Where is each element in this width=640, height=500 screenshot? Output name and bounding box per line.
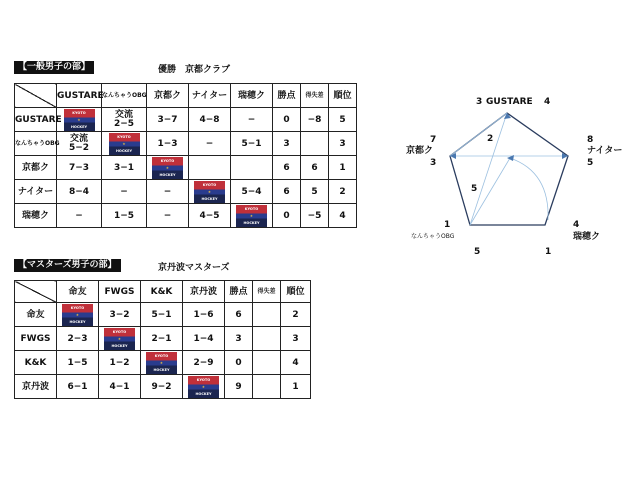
rank-cell: 3 [329,132,357,156]
diff-cell: 5 [301,180,329,204]
men-section-title: 【一般男子の部】 [14,61,94,74]
self-cell-logo [189,180,231,204]
points-cell: 0 [273,108,301,132]
diff-cell: −5 [301,204,329,228]
score-cell [189,156,231,180]
nighter-bottom-number: 5 [587,158,594,168]
kyoto-hockey-logo: KYOTO ★ HOCKEY [188,376,219,398]
team-name: なんちゃうOBG [15,132,57,156]
table-row [15,108,357,132]
kyoto-hockey-logo: KYOTO ★ HOCKEY [146,352,177,374]
team-name: 命友 [15,303,57,327]
masters-col-points: 勝点 [225,281,253,303]
table-row [15,351,311,375]
diff-cell [253,327,281,351]
self-cell-logo [231,204,273,228]
masters-corner-cell [15,281,57,303]
score-cell: − [57,204,102,228]
kyoto-hockey-logo: KYOTO ★ HOCKEY [64,109,95,131]
table-row [15,180,357,204]
team-label-gustare: GUSTARE [486,97,533,107]
self-cell-logo [141,351,183,375]
men-winner-label: 優勝 京都クラブ [158,65,231,75]
score-cell: 1−5 [57,351,99,375]
score-cell: 2−1 [141,327,183,351]
points-cell: 6 [273,180,301,204]
diff-cell: 6 [301,156,329,180]
score-cell: 1−5 [102,204,147,228]
points-cell: 0 [225,351,253,375]
masters-col-rank: 順位 [281,281,311,303]
team-name: GUSTARE [15,108,57,132]
team-label-mizuho: 瑞穂ク [573,232,601,242]
score-cell: 3−1 [102,156,147,180]
team-name: 瑞穂ク [15,204,57,228]
score-cell: 4−1 [99,375,141,399]
rank-cell: 3 [281,327,311,351]
diff-cell: −8 [301,108,329,132]
points-cell: 6 [273,156,301,180]
team-label-kyoto: 京都ク [406,146,434,156]
points-cell: 3 [273,132,301,156]
self-cell-logo [57,108,102,132]
score-cell: 9−2 [141,375,183,399]
team-label-obg: なんちゃうOBG [411,233,455,240]
score-cell: − [189,132,231,156]
obg-bottom-number: 5 [474,247,481,257]
inner-number-5: 5 [471,184,478,194]
kyoto-hockey-logo: KYOTO ★ HOCKEY [104,328,135,350]
masters-section-title: 【マスターズ男子の部】 [14,259,121,272]
rank-cell: 5 [329,108,357,132]
men-corner-cell [15,84,57,108]
masters-col-meiyu: 命友 [57,281,99,303]
score-cell [231,156,273,180]
obg-top-number: 1 [444,220,451,230]
score-cell: 5−1 [231,132,273,156]
points-cell: 6 [225,303,253,327]
score-cell: 8−4 [57,180,102,204]
nighter-top-number: 8 [587,135,594,145]
kyoto-top-number: 7 [430,135,437,145]
match-line-gustare-obg [470,113,507,225]
table-row [15,327,311,351]
points-cell: 9 [225,375,253,399]
team-name: 京都ク [15,156,57,180]
masters-col-kyotamba: 京丹波 [183,281,225,303]
men-col-diff: 得失差 [301,84,329,108]
men-col-rank: 順位 [329,84,357,108]
score-cell: − [102,180,147,204]
masters-col-kk: K&K [141,281,183,303]
masters-col-diff: 得失差 [253,281,281,303]
rank-cell: 4 [281,351,311,375]
score-cell: 4−8 [189,108,231,132]
score-cell: 1−4 [183,327,225,351]
mizuho-bottom-number: 1 [545,247,552,257]
men-col-gustare: GUSTARE [57,84,102,108]
score-cell: 3−7 [147,108,189,132]
table-row [15,204,357,228]
masters-league-table [14,280,311,399]
match-line-curve [510,158,548,220]
team-name: ナイター [15,180,57,204]
table-row [15,156,357,180]
kyoto-hockey-logo: KYOTO ★ HOCKEY [152,157,183,179]
diff-cell [301,132,329,156]
self-cell-logo [102,132,147,156]
team-label-nighter: ナイター [587,146,623,156]
masters-col-fwgs: FWGS [99,281,141,303]
score-cell: 2−3 [57,327,99,351]
men-header-row [15,84,357,108]
score-cell: 1−6 [183,303,225,327]
table-row [15,132,357,156]
men-col-points: 勝点 [273,84,301,108]
rank-cell: 2 [329,180,357,204]
team-name: 京丹波 [15,375,57,399]
team-name: K&K [15,351,57,375]
points-cell: 0 [273,204,301,228]
rank-cell: 4 [329,204,357,228]
self-cell-logo [183,375,225,399]
points-cell: 3 [225,327,253,351]
kyoto-hockey-logo: KYOTO ★ HOCKEY [109,133,140,155]
men-col-obg: なんちゃうOBG [102,84,147,108]
match-line-kyoto-gustare [450,113,507,156]
rank-cell: 1 [329,156,357,180]
score-cell: − [231,108,273,132]
kyoto-hockey-logo: KYOTO ★ HOCKEY [62,304,93,326]
score-cell: 1−2 [99,351,141,375]
kyoto-hockey-logo: KYOTO ★ HOCKEY [194,181,225,203]
kyoto-hockey-logo: KYOTO ★ HOCKEY [236,205,267,227]
score-cell: 5−1 [141,303,183,327]
score-cell: − [147,204,189,228]
self-cell-logo [99,327,141,351]
score-cell: 5−4 [231,180,273,204]
score-cell: 6−1 [57,375,99,399]
diff-cell [253,303,281,327]
men-col-mizuho: 瑞穂ク [231,84,273,108]
rank-cell: 2 [281,303,311,327]
score-cell: 3−2 [99,303,141,327]
masters-header-row [15,281,311,303]
pentagon-outline [450,113,568,225]
score-cell: 1−3 [147,132,189,156]
men-col-kyoto: 京都ク [147,84,189,108]
match-pentagon-diagram [390,90,630,265]
men-col-nighter: ナイター [189,84,231,108]
score-cell: 4−5 [189,204,231,228]
score-cell: 2−9 [183,351,225,375]
gus-right-number: 4 [544,97,551,107]
masters-winner-label: 京丹波マスターズ [158,263,230,273]
score-cell: 7−3 [57,156,102,180]
men-league-table [14,83,357,228]
gus-left-number: 3 [476,97,483,107]
diff-cell [253,351,281,375]
score-cell: 交流 2−5 [102,108,147,132]
team-name: FWGS [15,327,57,351]
score-cell: 交流 5−2 [57,132,102,156]
self-cell-logo [147,156,189,180]
self-cell-logo [57,303,99,327]
kyoto-bottom-number: 3 [430,158,437,168]
mizuho-top-number: 4 [573,220,580,230]
score-cell: − [147,180,189,204]
diff-cell [253,375,281,399]
table-row [15,375,311,399]
table-row [15,303,311,327]
inner-number-2: 2 [487,134,494,144]
rank-cell: 1 [281,375,311,399]
